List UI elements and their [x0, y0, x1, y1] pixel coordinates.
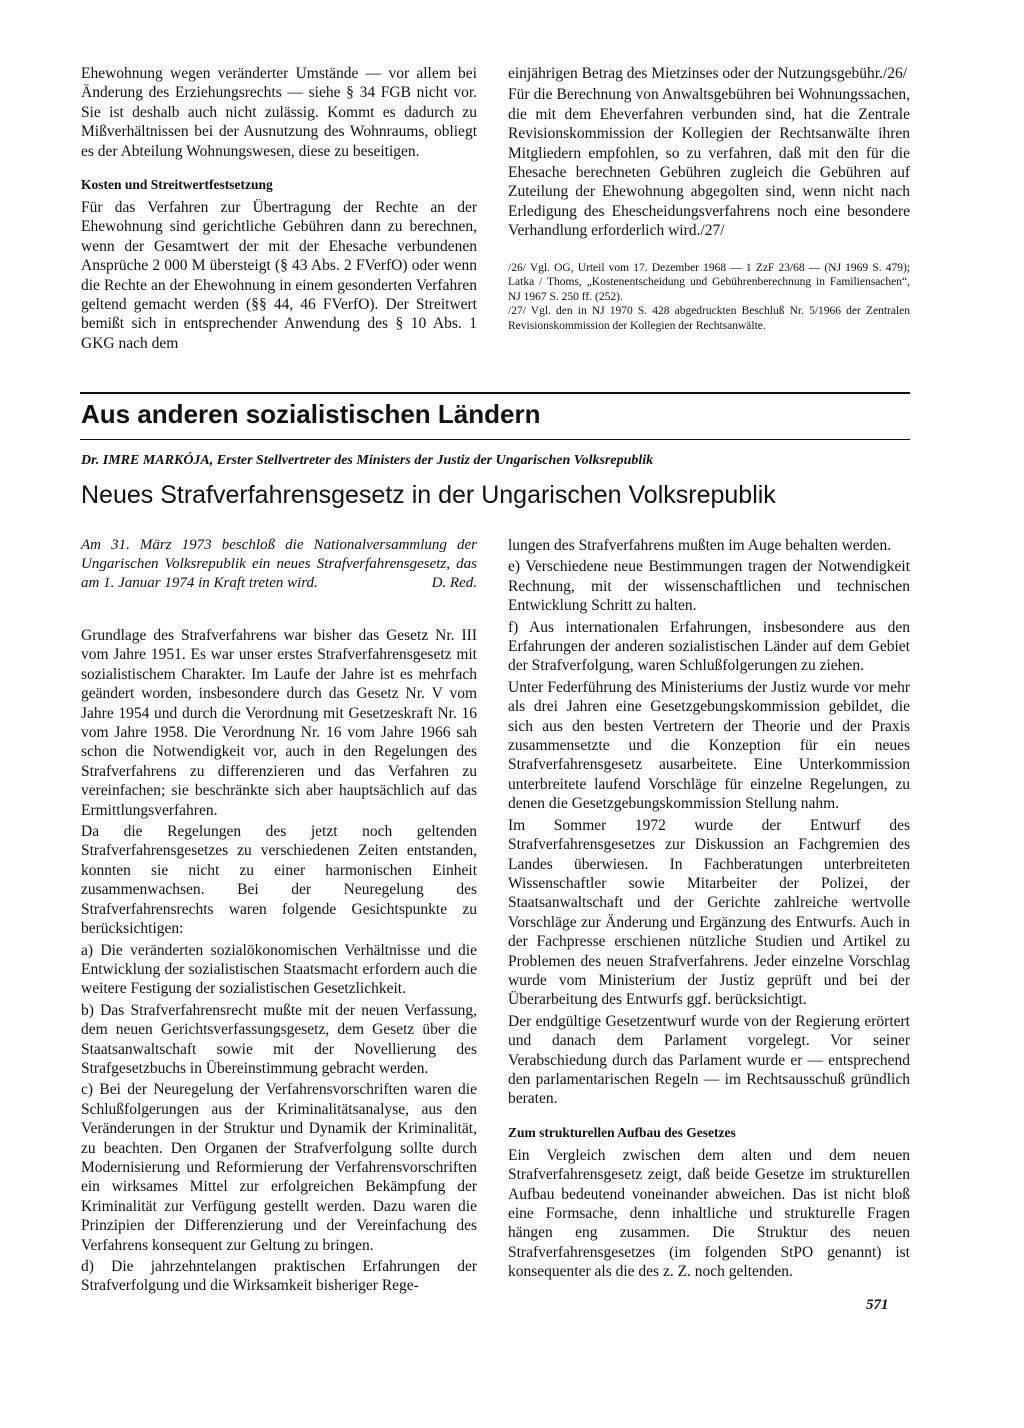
list-item-d: d) Die jahrzehntelangen praktischen Erfahrungen der Strafverfolgung und die Wirksamkeit bisheriger Rege- — [81, 1258, 477, 1295]
list-item-e: e) Verschiedene neue Bestimmungen tragen der Notwendigkeit Rechnung, mit der wissenschaftlichen und technischen Entwicklung Schritt zu halten. — [508, 558, 910, 615]
editorial-abstract — [81, 536, 477, 593]
previous-article-left-column — [81, 64, 477, 355]
list-item-b: b) Das Strafverfahrensrecht mußte mit der neuen Verfassung, dem neuen Gerichtsverfassungsgesetz, dem Gesetz über die Staatsanwaltschaft sowie mit der Novellierung des Strafgesetzbuchs in Übereinstimmung gebracht werden. — [81, 1001, 477, 1077]
footnote-27: /27/ Vgl. den in NJ 1970 S. 428 abgedruckten Beschluß Nr. 5/1966 der Zentralen Revisionskommission der Kollegien der Rechtsanwälte. — [508, 305, 910, 332]
article-title: Neues Strafverfahrensgesetz in der Ungarischen Volksrepublik — [81, 481, 776, 509]
page-number: 571 — [866, 1297, 889, 1313]
list-item-c: c) Bei der Neuregelung der Verfahrensvorschriften waren die Schlußfolgerungen aus der Kriminalitätsanalyse, aus den Veränderungen in der Struktur und Dynamik der Kriminalität, zu beachten. Den Organen der Strafverfolgung sollte durch Modernisierung und Reformierung der Verfahrensvorschriften ein wirksames Mittel zur erfolgreichen Bekämpfung der Kriminalität zur Verfügung gestellt werden. Dazu waren die Prinzipien der Differenzierung und der Vereinfachung des Verfahrens konsequent zur Geltung zu bringen. — [81, 1081, 477, 1254]
list-item-a: a) Die veränderten sozialökonomischen Verhältnisse und die Entwicklung der sozialistischen Staatsmacht erfordern auch die weitere Festigung der sozialistischen Gesetzlichkeit. — [81, 941, 477, 998]
article-left-column — [81, 626, 477, 1298]
article-right-column — [508, 536, 910, 1284]
body-paragraph: einjährigen Betrag des Mietzinses oder der Nutzungsgebühr./26/ — [508, 65, 908, 82]
body-paragraph: Ehewohnung wegen veränderter Umstände — vor allem bei Änderung des Erziehungsrechts — siehe § 34 FGB nicht vor. Sie ist deshalb auch nicht zulässig. Kommt es dadurch zu Mißverhältnissen bei der Ausnutzung des Wohnraums, obliegt es der Abteilung Wohnungswesen, diese zu beseitigen. — [81, 65, 477, 160]
author-byline: Dr. IMRE MARKÓJA, Erster Stellvertreter des Ministers der Justiz der Ungarischen Volksrepublik — [81, 453, 654, 468]
body-paragraph: Für das Verfahren zur Übertragung der Rechte an der Ehewohnung sind gerichtliche Gebühren dann zu berechnen, wenn der Gesamtwert der mit der Ehesache verbundenen Ansprüche 2 000 M übersteigt (§ 43 Abs. 2 FVerfO) oder wenn die Rechte an der Ehewohnung in einem gesonderten Verfahren geltend gemacht werden (§§ 44, 46 FVerfO). Der Streitwert bemißt sich in entsprechender Anwendung des § 10 Abs. 1 GKG nach dem — [81, 199, 477, 352]
body-paragraph: Unter Federführung des Ministeriums der Justiz wurde vor mehr als drei Jahren eine Gesetzgebungskommission gebildet, die sich aus den besten Vertretern der Theorie und der Praxis zusammensetzte und die Konzeption für ein neues Strafverfahrensgesetz ausarbeitete. Eine Unterkommission unterbreitete laufend Vorschläge für einzelne Regelungen, zu denen die Gesetzgebungskommission Stellung nahm. — [508, 678, 910, 813]
subheading-structure: Zum strukturellen Aufbau des Gesetzes — [508, 1124, 736, 1140]
body-paragraph: Der endgültige Gesetzentwurf wurde von der Regierung erörtert und danach dem Parlament vorgelegt. Vor seiner Verabschiedung durch das Parlament wurde er — entsprechend den parlamentarischen Regeln — im Rechtsausschuß gründlich beraten. — [508, 1012, 910, 1108]
body-paragraph: Grundlage des Strafverfahrens war bisher das Gesetz Nr. III vom Jahre 1951. Es war unser erstes Strafverfahrensgesetz mit sozialistischem Charakter. Im Laufe der Jahre ist es mehrfach geändert worden, insbesondere durch das Gesetz Nr. V vom Jahre 1954 und durch die Verordnung mit Gesetzeskraft Nr. 16 vom Jahre 1958. Die Verordnung Nr. 16 vom Jahre 1966 sah schon die Notwendigkeit vor, auch in den Regelungen des Strafverfahrens zu differenzieren und das Verfahren zu vereinfachen; sie beschränkte sich aber hauptsächlich auf das Ermittlungsverfahren. — [81, 627, 477, 819]
section-divider-bottom — [80, 439, 910, 440]
body-paragraph: lungen des Strafverfahrens mußten im Auge behalten werden. — [508, 537, 892, 554]
subheading-costs: Kosten und Streitwertfestsetzung — [81, 177, 273, 193]
abstract-text: Am 31. März 1973 beschloß die Nationalversammlung der Ungarischen Volksrepublik ein neues Strafverfahrensgesetz, das am 1. Januar 1974 in Kraft treten wird. — [81, 537, 477, 591]
footnotes — [508, 261, 910, 334]
section-divider-top — [80, 392, 910, 394]
body-paragraph: Für die Berechnung von Anwaltsgebühren bei Wohnungssachen, die mit dem Eheverfahren verbunden sind, hat die Zentrale Revisionskommission der Kollegien der Rechtsanwälte ihren Mitgliedern empfohlen, so zu verfahren, daß mit den für die Ehesache berechneten Gebühren zugleich die Gebühren auf Zuteilung der Ehewohnung abgegolten sind, wenn nicht nach Erledigung des Ehescheidungsverfahrens noch eine besondere Verhandlung erforderlich wird./27/ — [508, 86, 910, 240]
list-item-f: f) Aus internationalen Erfahrungen, insbesondere aus den Erfahrungen der anderen sozialistischen Länder auf dem Gebiet der Strafverfolgung, waren Schlußfolgerungen zu ziehen. — [508, 618, 910, 675]
body-paragraph: Im Sommer 1972 wurde der Entwurf des Strafverfahrensgesetzes zur Diskussion an Fachgremien des Landes überwiesen. In Fachberatungen unterbreiteten Wissenschaftler sowie Mitarbeiter der Polizei, der Staatsanwaltschaft und der Gerichte zahlreiche wertvolle Vorschläge zur Änderung und Ergänzung des Entwurfs. Auch in der Fachpresse erschienen nützliche Studien und Artikel zu Problemen des neuen Strafverfahrens. Jeder einzelne Vorschlag wurde vom Ministerium der Justiz geprüft und bei der Überarbeitung des Entwurfs ggf. berücksichtigt. — [508, 816, 910, 1009]
body-paragraph: Ein Vergleich zwischen dem alten und dem neuen Strafverfahrensgesetz zeigt, daß beide Gesetze im strukturellen Aufbau bedeutend voneinander abweichen. Das ist nicht bloß eine Formsache, denn inhaltliche und strukturelle Fragen hängen eng zusammen. Die Struktur des neuen Strafverfahrensgesetzes (im folgenden StPO genannt) ist konsequenter als die des z. Z. noch geltenden. — [508, 1146, 910, 1281]
previous-article-right-column — [508, 64, 910, 333]
section-title: Aus anderen sozialistischen Ländern — [81, 399, 541, 429]
footnote-26: /26/ Vgl. OG, Urteil vom 17. Dezember 1968 — 1 ZzF 23/68 — (NJ 1969 S. 479); Latka / Thoms, „Kostenentscheidung und Gebührenberechnung in Familiensachen“, NJ 1967 S. 250 ff. (252). — [508, 261, 910, 303]
body-paragraph: Da die Regelungen des jetzt noch geltenden Strafverfahrensgesetzes zu verschiedenen Zeiten entstanden, konnten sie nicht zu einer harmonischen Einheit zusammenwachsen. Bei der Neuregelung des Strafverfahrensrechts waren folgende Gesichtspunkte zu berücksichtigen: — [81, 823, 477, 938]
abstract-signature: D. Red. — [431, 575, 477, 591]
